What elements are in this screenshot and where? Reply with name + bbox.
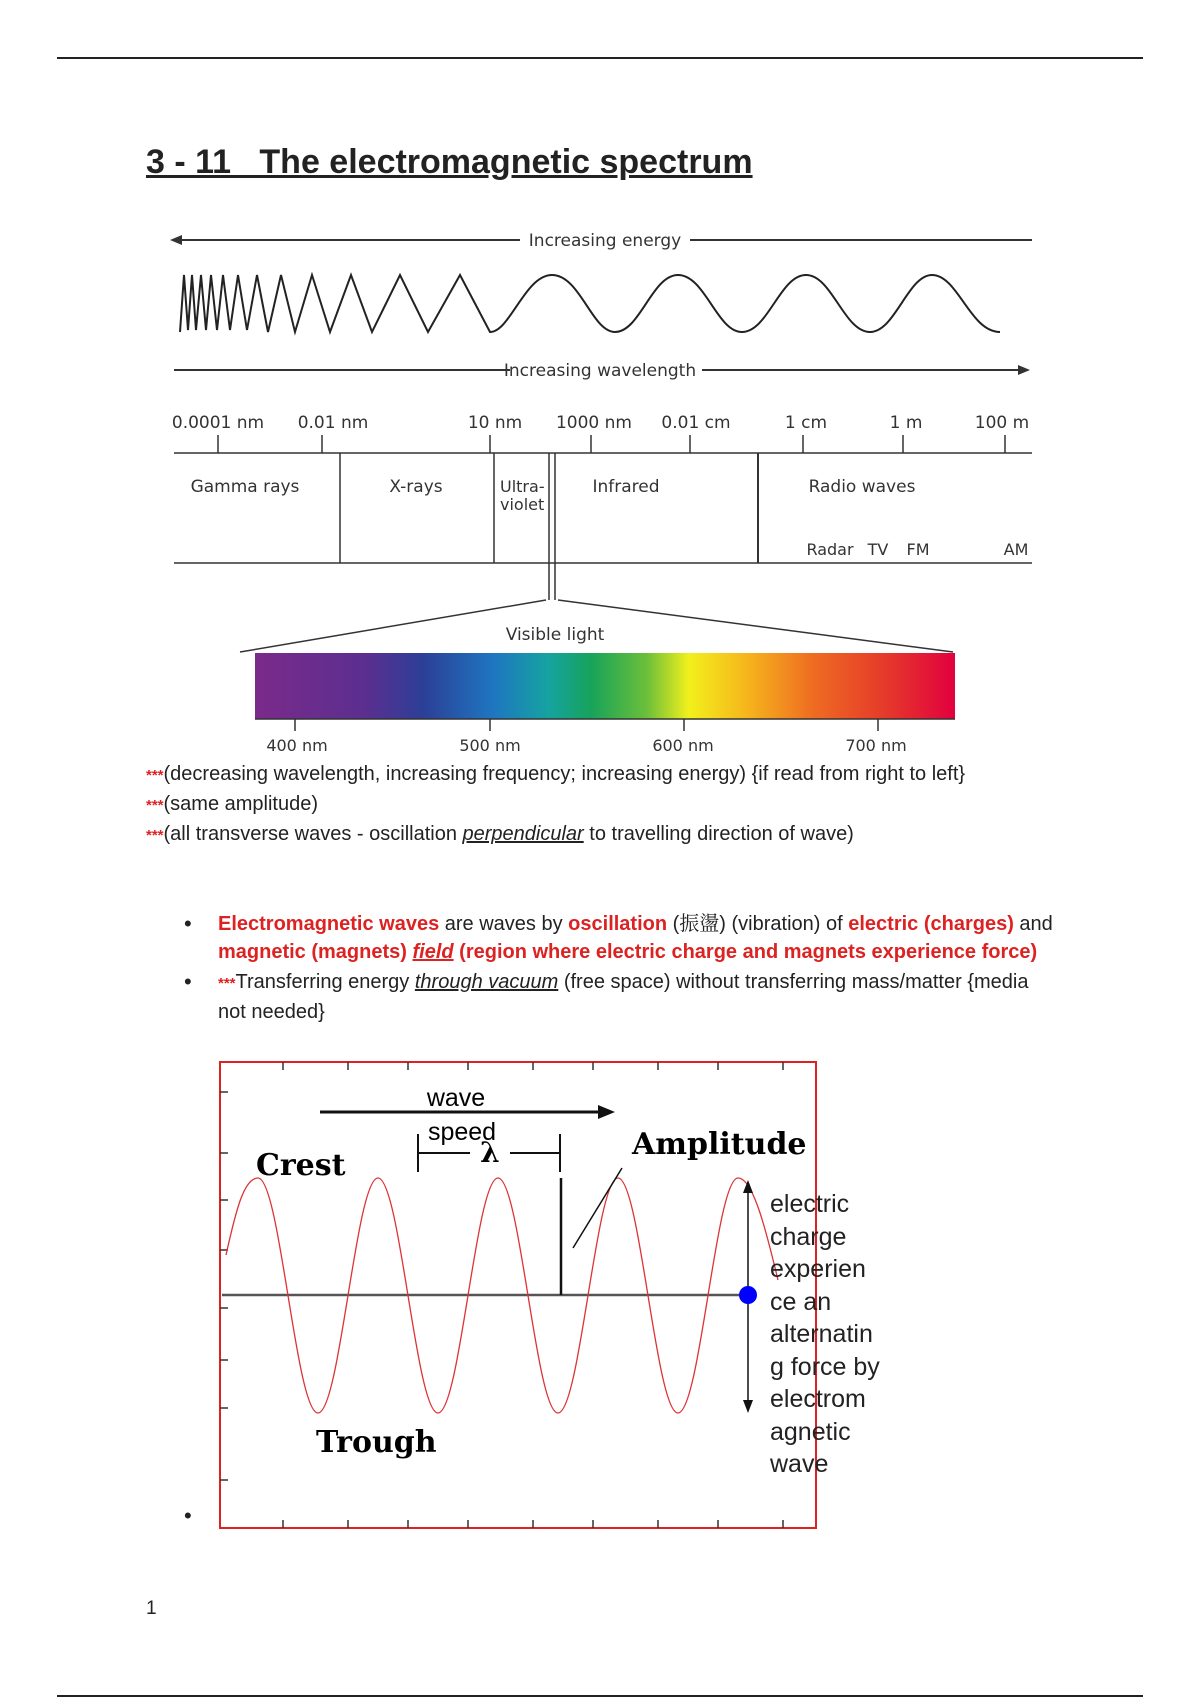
star-marker: *** — [146, 827, 164, 844]
energy-label: Increasing energy — [528, 231, 682, 251]
region-uv-2: violet — [500, 495, 545, 514]
scale-label: 0.01 cm — [661, 413, 731, 433]
page-number: 1 — [146, 1598, 157, 1619]
scale-label: 0.01 nm — [297, 413, 369, 433]
amplitude-label: Amplitude — [632, 1127, 807, 1162]
notes-block — [146, 760, 1046, 850]
note-text: (decreasing wavelength, increasing frequency; increasing energy) {if read from right to left} — [163, 763, 966, 785]
bullet-item — [180, 910, 1060, 966]
visible-tick: 400 nm — [266, 736, 328, 755]
visible-light-label: Visible light — [505, 625, 605, 645]
term-field: field — [412, 941, 454, 963]
wave-speed-label-1: wave — [426, 1084, 486, 1112]
band-radar: Radar — [806, 540, 854, 559]
visible-tick: 500 nm — [459, 736, 521, 755]
bullet-text: (free space) without transferring mass/matter {media not needed} — [218, 971, 1029, 1023]
term-magnetic: magnetic (magnets) — [218, 941, 413, 963]
wavelength-label: Increasing wavelength — [503, 361, 697, 381]
bullet-text: (振盪) (vibration) of — [667, 913, 849, 935]
em-spectrum-diagram — [160, 215, 1040, 755]
wave-speed-label-2: speed — [427, 1118, 497, 1146]
bullet-emphasis: through vacuum — [414, 971, 559, 993]
band-tv: TV — [867, 540, 889, 559]
section-title: 3 - 11 The electromagnetic spectrum — [146, 143, 753, 181]
region-uv-1: Ultra- — [500, 477, 545, 496]
star-marker: *** — [146, 767, 164, 784]
bullet-text: and — [1013, 913, 1053, 935]
bullet-item — [180, 968, 1060, 1026]
band-fm: FM — [906, 540, 930, 559]
visible-tick: 600 nm — [652, 736, 714, 755]
region-xrays: X-rays — [389, 477, 443, 497]
top-rule — [57, 57, 1143, 59]
scale-label: 1 cm — [784, 413, 828, 433]
region-radio: Radio waves — [808, 477, 916, 497]
note-emphasis: perpendicular — [462, 823, 584, 845]
note-text: (same amplitude) — [163, 793, 319, 815]
term-oscillation: oscillation — [568, 913, 668, 935]
visible-tick: 700 nm — [845, 736, 907, 755]
bullet-dot: • — [184, 969, 192, 994]
bullet-list — [180, 910, 1060, 1026]
bullet-dot: • — [184, 911, 192, 936]
visible-spectrum-bar — [255, 653, 955, 719]
scale-label: 1 m — [889, 413, 923, 433]
note-3 — [146, 820, 1046, 850]
star-marker: *** — [146, 797, 164, 814]
term-field-def: (region where electric charge and magnets experience force) — [453, 941, 1038, 963]
empty-bullet-dot: • — [184, 1503, 192, 1528]
region-infrared: Infrared — [592, 477, 660, 497]
scale-label: 1000 nm — [555, 413, 633, 433]
note-1 — [146, 760, 1046, 790]
band-am: AM — [1003, 540, 1029, 559]
bullet-text: are waves by — [439, 913, 569, 935]
bullet-text: Transferring energy — [235, 971, 415, 993]
region-gamma: Gamma rays — [190, 477, 300, 497]
charge-dot — [739, 1286, 757, 1304]
term-electric: electric (charges) — [848, 913, 1014, 935]
transverse-wave-diagram — [218, 1060, 830, 1532]
scale-label: 10 nm — [467, 413, 523, 433]
scale-label: 100 m — [974, 413, 1030, 433]
trough-label: Trough — [316, 1425, 437, 1460]
spectrum-wave — [180, 275, 1000, 332]
electric-charge-note: electric charge experien ce an alternatin g force by electrom agnetic wave — [770, 1190, 880, 1478]
note-text: (all transverse waves - oscillation — [163, 823, 463, 845]
star-marker: *** — [218, 975, 236, 992]
note-text: to travelling direction of wave) — [583, 823, 854, 845]
lambda-label: λ — [480, 1136, 500, 1169]
bottom-rule — [57, 1695, 1143, 1697]
crest-label: Crest — [256, 1148, 346, 1183]
note-2 — [146, 790, 1046, 820]
scale-label: 0.0001 nm — [171, 413, 265, 433]
term-em-waves: Electromagnetic waves — [218, 913, 440, 935]
